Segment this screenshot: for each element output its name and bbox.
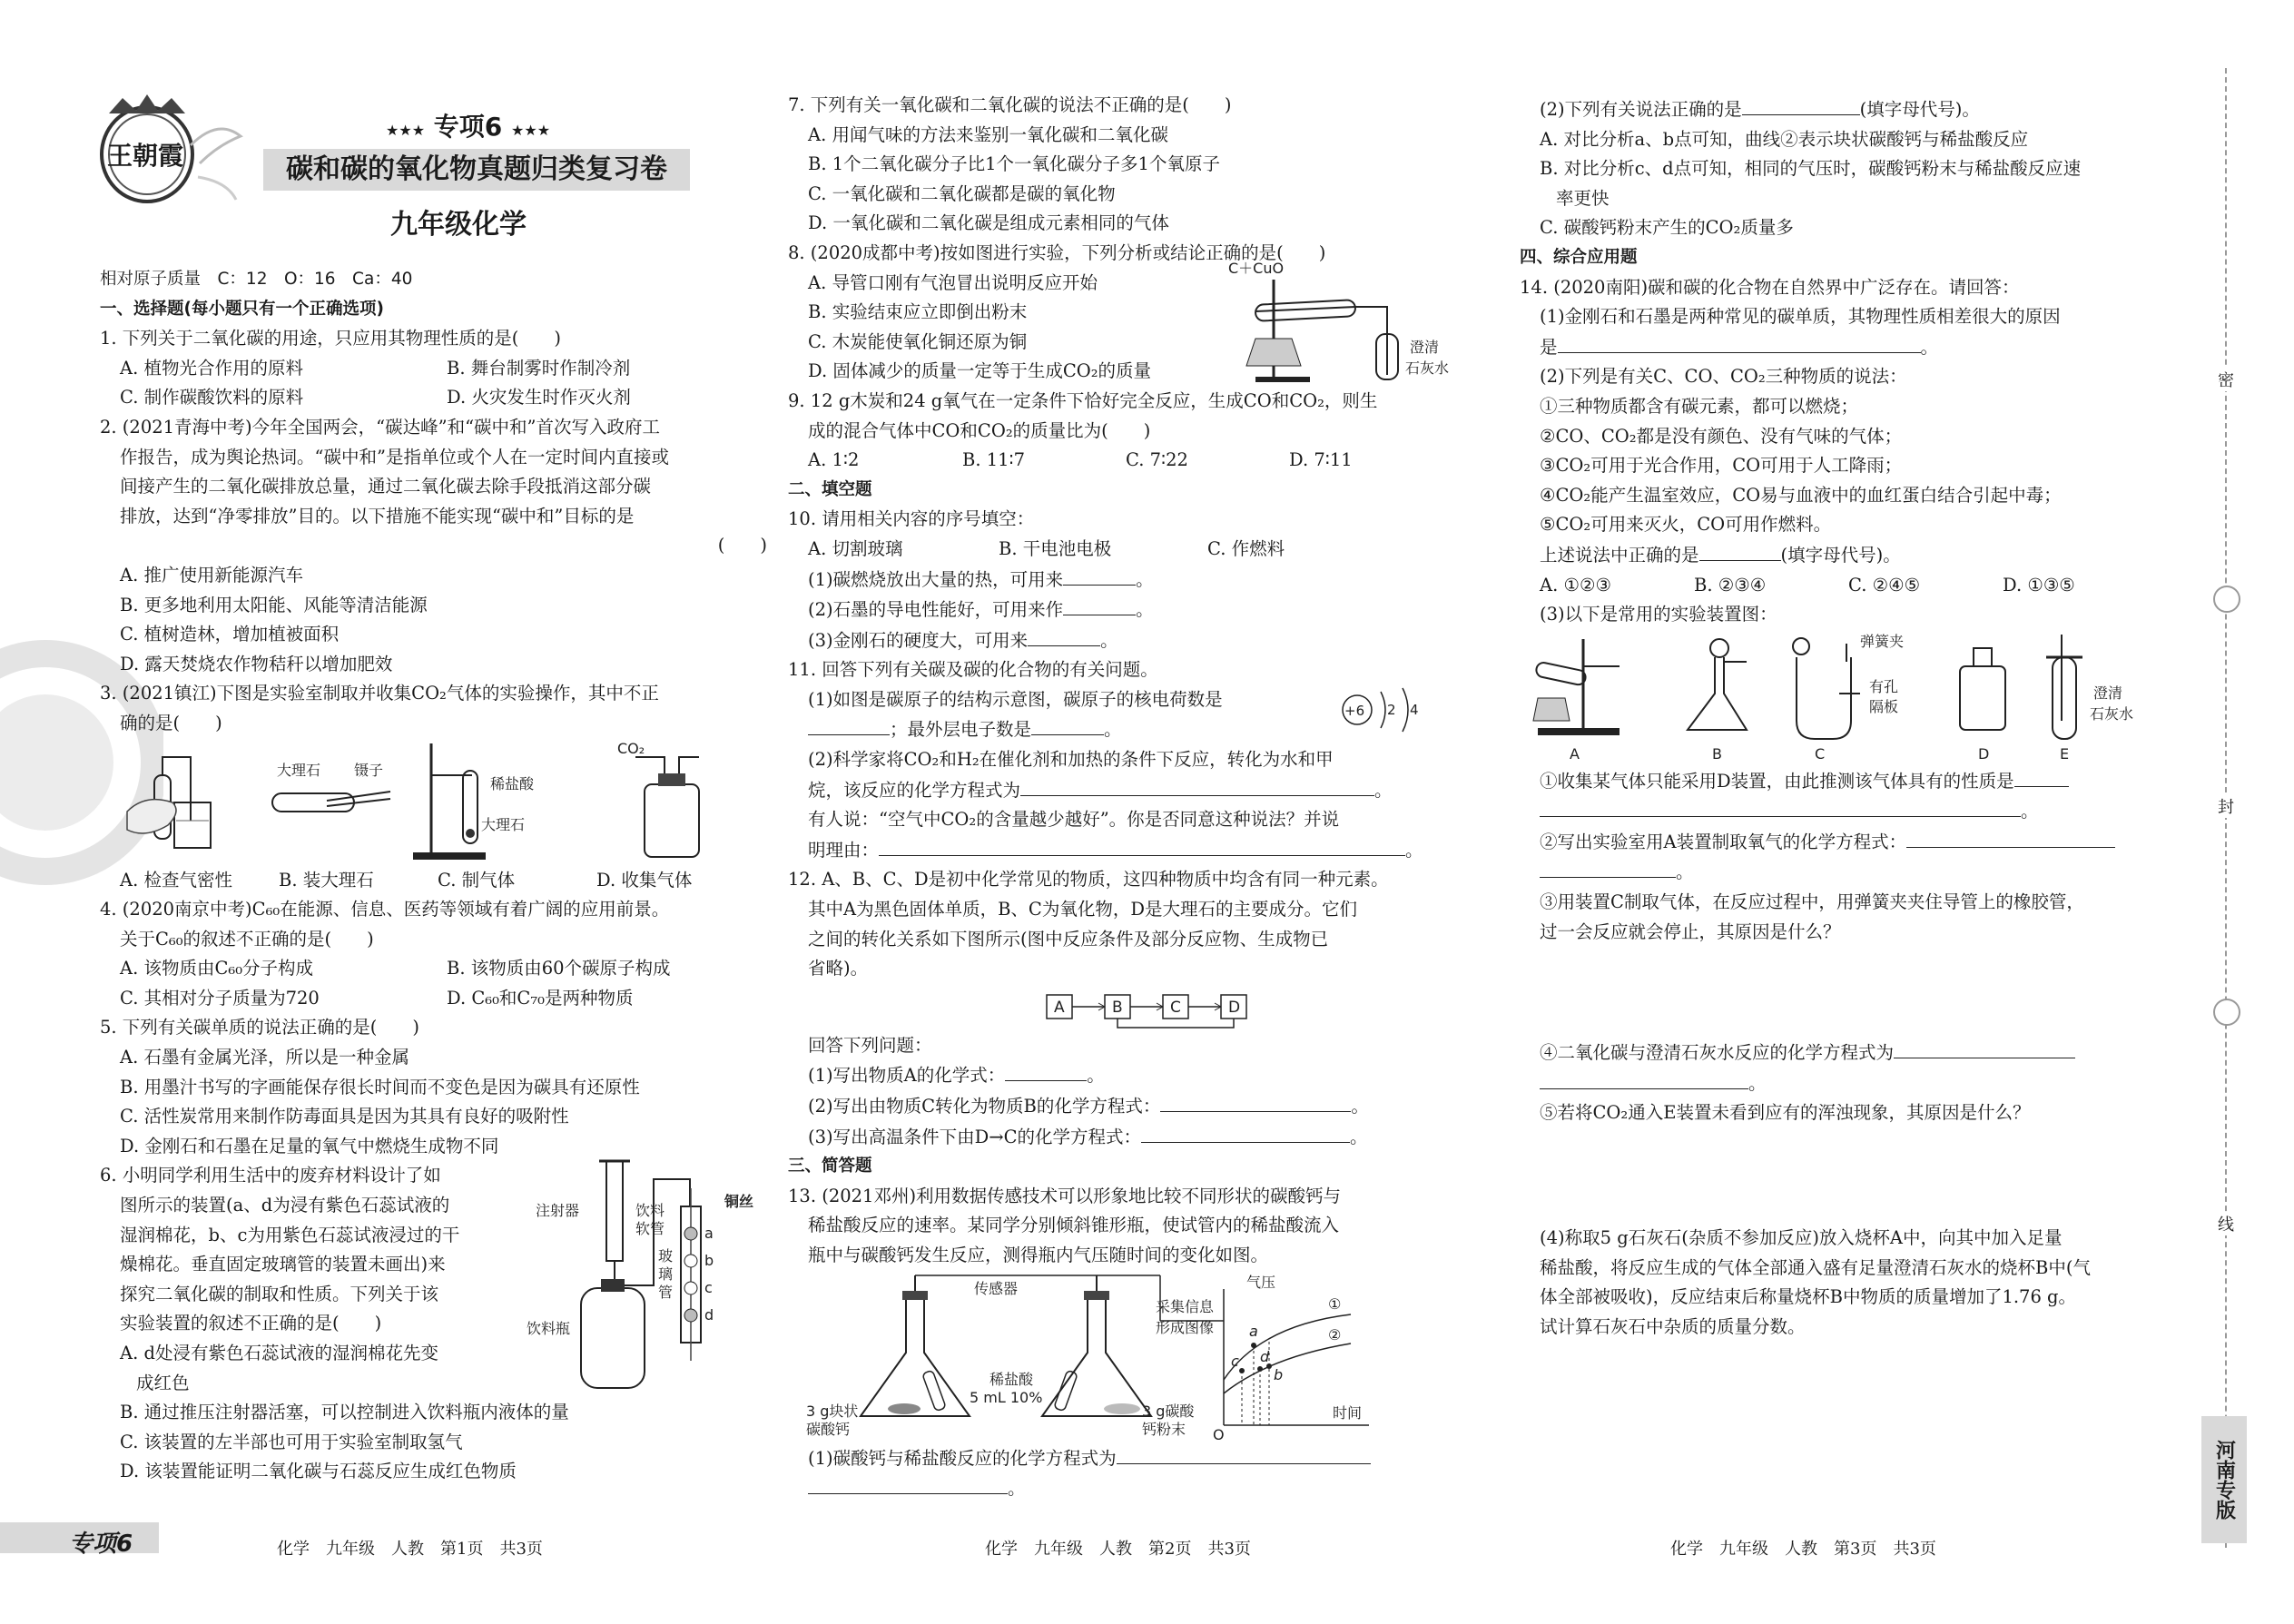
q14-item-3: ③CO₂可用于光合作用，CO可用于人工降雨； [1540,455,1903,477]
q2-option-a[interactable]: A. 推广使用新能源汽车 [120,564,303,586]
q4-option-c[interactable]: C. 其相对分子质量为720 [120,987,320,1009]
question-9 [788,387,1478,476]
section-fill: 二、填空题 [788,479,872,499]
q14-p4: ④二氧化碳与澄清石灰水反应的化学方程式为 [1540,1042,1895,1064]
atomic-mass: 相对原子质量 C：12 O：16 Ca：40 [100,270,413,289]
q1-stem: 1. 下列关于二氧化碳的用途，只应用其物理性质的是( ) [100,328,562,349]
apparatus-label-D: D [1978,744,1990,763]
q3-line: 3. (2021镇江)下图是实验室制取并收集CO₂气体的实验操作，其中不正 [100,683,659,704]
page-subtitle: 九年级化学 [390,209,527,241]
footer-page-2: 化学 九年级 人教 第2页 共3页 [985,1540,1251,1559]
q14-option-d[interactable]: D. ①③⑤ [2003,574,2075,595]
q8-option-d[interactable]: D. 固体减少的质量一定等于生成CO₂的质量 [808,360,1152,382]
q8-figure [1228,257,1455,384]
q4-line: 关于C₆₀的叙述不正确的是( ) [120,928,374,950]
q13-label-block1: 3 g块状 [806,1402,859,1420]
q13-line: 13. (2021邓州)利用数据传感技术可以形象地比较不同形状的碳酸钙与 [788,1185,1342,1206]
q9-line: 9. 12 g木炭和24 g氧气在一定条件下恰好完全反应，生成CO和CO₂，则生 [788,389,1378,411]
q12-sub2: (2)写出由物质C转化为物质B的化学方程式： [808,1096,1161,1117]
q5-stem: 5. 下列有关碳单质的说法正确的是( ) [100,1017,420,1038]
q10-sub3: (3)金刚石的硬度大，可用来 [808,629,1029,651]
question-2 [100,413,776,679]
q2-line: 作报告，成为舆论热词。“碳中和”是指单位或个人在一定时间内直接或 [120,446,669,468]
page-title: 碳和碳的氧化物真题归类复习卷 [263,149,690,191]
q14-sub4d: 试计算石灰石中杂质的质量分数。 [1540,1315,1806,1337]
q13-line: 稀盐酸反应的速率。某同学分别倾斜锥形瓶，使试管内的稀盐酸流入 [808,1215,1340,1236]
q11-blank-charge[interactable] [808,714,890,735]
q8-label-lime2: 石灰水 [1405,359,1450,377]
q12-blank-2[interactable] [1160,1091,1351,1112]
q12-line: 12. A、B、C、D是初中化学常见的物质，这四种物质中均含有同一种元素。 [788,869,1389,891]
q13-label-origin: O [1213,1425,1225,1443]
q14-p3b: 过一会反应就会停止，其原因是什么？ [1540,920,1841,942]
q13-label-time: 时间 [1333,1403,1363,1422]
q5-option-c[interactable]: C. 活性炭常用来制作防毒面具是因为其具有良好的吸附性 [120,1106,569,1127]
q9-option-c[interactable]: C. 7∶22 [1126,449,1188,471]
q12-line: 省略)。 [808,958,869,979]
column-2 [788,91,1478,1504]
question-6 [100,1161,776,1487]
q6-label-glass: 玻 [658,1247,674,1265]
q3-option-c[interactable]: C. 制气体 [438,869,516,891]
q14-p3a: ③用装置C制取气体，在反应过程中，用弹簧夹夹住导管上的橡胶管， [1540,891,2084,913]
q1-option-b[interactable]: B. 舞台制雾时作制冷剂 [447,357,631,379]
q3-fig-c [413,743,535,860]
q13-label-block2: 碳酸钙 [806,1420,851,1438]
q13-sub1: (1)碳酸钙与稀盐酸反应的化学方程式为 [808,1447,1117,1469]
region-badge: 河南专版 [2201,1416,2247,1543]
q13-label-powder1: 3 g碳酸 [1142,1402,1195,1420]
binding-circle [2213,586,2240,613]
q6-label-bottle: 饮料瓶 [527,1320,571,1338]
q13-point-d: d [1260,1347,1270,1365]
q14-label-clip: 弹簧夹 [1860,632,1905,650]
q10-blank-2[interactable] [1063,595,1136,615]
q10-option-a: A. 切割玻璃 [808,537,903,559]
q12-line: 其中A为黑色固体单质，B、C为氧化物，D是大理石的主要成分。它们 [808,899,1357,920]
q13-line: 瓶中与碳酸钙发生反应，测得瓶内气压随时间的变化如图。 [808,1244,1269,1265]
q12-sub1: (1)写出物质A的化学式： [808,1065,1006,1087]
q13-blank-1a[interactable] [1117,1443,1371,1464]
q6-option-d[interactable]: D. 该装置能证明二氧化碳与石蕊反应生成红色物质 [120,1461,517,1482]
apparatus-label-C: C [1815,744,1826,763]
q14-code: (填字母代号)。 [1780,544,1901,566]
question-13: 13. (2021邓州)利用数据传感技术可以形象地比较不同形状的碳酸钙与 稀盐酸反应的速率。某同学分别倾斜锥形瓶，使试管内的稀盐酸流入 瓶中与碳酸钙发生反应，测得瓶内气压随时间的变化如图。 传感器 采集信息 形成图像 稀盐酸 5 mL 10% 3 g块状 碳酸钙 3 g碳酸 钙粉末 气压 时间 O a b c d ① ② (1)碳酸钙与稀盐酸反应的化学方程式为 。 [788,1182,1478,1504]
q3-figure [100,739,772,866]
question-7 [788,91,1478,239]
q3-fig-a [127,757,211,848]
q2-line: 排放，达到“净零排放”目的。以下措施不能实现“碳中和”目标的是 [120,505,635,527]
q12-blank-1[interactable] [1005,1060,1087,1081]
question-8 [788,239,1478,387]
q8-label-ccuo: C＋CuO [1228,259,1285,277]
q4-line: 4. (2020南京中考)C₆₀在能源、信息、医药等领域有着广阔的应用前景。 [100,899,670,920]
q11-blank-equation[interactable] [1020,775,1374,796]
q14-blank-1[interactable] [1558,332,1921,353]
q6-line: 燥棉花。垂直固定玻璃管的装置未画出)来 [120,1254,446,1275]
q3-label-marble: 大理石 [277,761,321,779]
q4-option-d[interactable]: D. C₆₀和C₇₀是两种物质 [447,987,634,1009]
footer-page-3: 化学 九年级 人教 第3页 共3页 [1670,1540,1936,1559]
q3-line: 确的是( ) [120,712,222,733]
q6-figure [527,1152,776,1397]
q3-label-tweezer: 镊子 [354,761,384,779]
brand-logo-text: 王朝霞 [107,141,184,171]
q14-item-1: ①三种物质都含有碳元素，都可以燃烧； [1540,395,1859,417]
q14-blank-p1a[interactable] [2014,766,2069,787]
q2-line: 间接产生的二氧化碳排放总量，通过二氧化碳去除手段抵消这部分碳 [120,476,652,497]
q6-option-a-cont: 成红色 [136,1372,190,1393]
question-10: 10. 请用相关内容的序号填空： A. 切割玻璃 B. 干电池电极 C. 作燃料 (1)碳燃烧放出大量的热，可用来 。 (2)石墨的导电性能好，可用来作 。 (3)金刚石的硬度大，可用来 。 [788,505,1478,655]
q3-label-acid: 稀盐酸 [490,774,535,792]
q13b-stem: (2)下列有关说法正确的是 [1540,99,1742,120]
q4-option-b[interactable]: B. 该物质由60个碳原子构成 [447,958,671,979]
q11-sub1a: (1)如图是碳原子的结构示意图，碳原子的核电荷数是 [808,688,1223,710]
q5-option-b[interactable]: B. 用墨汁书写的字画能保存很长时间而不变色是因为碳具有还原性 [120,1076,640,1097]
q6-label-glass2: 璃 [658,1265,674,1284]
q6-label-glass3: 管 [658,1284,674,1302]
question-3 [100,679,776,895]
q7-option-c[interactable]: C. 一氧化碳和二氧化碳都是碳的氧化物 [808,182,1116,204]
footer-series: 专项6 [69,1530,133,1558]
q13b-option-c[interactable]: C. 碳酸钙粉末产生的CO₂质量多 [1540,217,1794,239]
q10-option-c: C. 作燃料 [1207,537,1285,559]
q14-blank-2[interactable] [1699,540,1781,561]
q13-curve-1: ① [1328,1294,1342,1313]
flow-node-C: C [1170,998,1181,1017]
q13b-option-b[interactable]: B. 对比分析c、d点可知，相同的气压时，碳酸钙粉末与稀盐酸反应速 [1540,158,2082,180]
q14-option-a[interactable]: A. ①②③ [1540,574,1611,595]
q14-blank-p4b[interactable] [1540,1068,1748,1089]
column-1 [100,265,776,1487]
q6-label-syringe: 注射器 [536,1202,580,1220]
question-14: 14. (2020南阳)碳和碳的化合物在自然界中广泛存在。请回答： (1)金刚石和石墨是两种常见的碳单质，其物理性质相差很大的原因 是 。 (2)下列是有关C、CO、CO₂三种物质的说法： ①三种物质都含有碳元素，都可以燃烧； ②CO、CO₂都是没有颜色、没有气味的气体； ③CO₂可用于光合作用，CO可用于人工降雨； ④CO₂能产生温室效应，CO易与血液中的血红蛋白结合引起中毒； ⑤CO₂可用来灭火，CO可用作燃料。 上述说法中正确的是 (填字母代号)。 A. ①②③ B. ②③④ C. ②④⑤ D. ①③⑤ (3)以下是常用的实验装置图： 弹簧夹 有孔 隔板 澄清 石灰水 A B C D E ①收集某气体只能采用D装置，由此推测该气体具有的性质是 。 ②写出实验室用A装置制取氧气的化学方程式： 。 ③用装置C制取气体，在反应过程中，用弹簧夹夹住导管上的橡胶管， 过一会反应就会停止，其原因是什么？ ④二氧化碳与澄清石灰水反应的化学方程式为 。 ⑤若将CO₂通入E装置未看到应有的浑浊现象，其原因是什么？ (4)称取5 g石灰石(杂质不参加反应)放入烧杯A中，向其中加入足量 稀盐酸，将反应生成的气体全部通入盛有足量澄清石灰水的烧杯B中(气 体全部被吸收)，反应结束后称量烧杯B中物质的质量增加了1.76 g。 试计算石灰石中杂质的质量分数。 [1520,273,2173,1343]
q6-line: 6. 小明同学利用生活中的废弃材料设计了如 [100,1165,441,1186]
flow-node-A: A [1054,998,1065,1017]
q6-label-b: b [704,1252,714,1270]
q13-label-powder2: 钙粉末 [1142,1420,1186,1438]
flow-node-B: B [1112,998,1123,1017]
q14-apparatus-figure [1520,630,2173,766]
binding-feng: 封 [2206,794,2246,818]
apparatus-label-A: A [1570,744,1580,763]
q7-stem: 7. 下列有关一氧化碳和二氧化碳的说法不正确的是( ) [788,94,1232,115]
q14-item-5: ⑤CO₂可用来灭火，CO可用作燃料。 [1540,514,1832,536]
q3-option-a[interactable]: A. 检查气密性 [120,869,232,891]
q11-sub1b: ；最外层电子数是 [890,719,1032,741]
q8-option-a[interactable]: A. 导管口刚有气泡冒出说明反应开始 [808,271,1098,293]
section-choice: 一、选择题(每小题只有一个正确选项) [100,299,384,319]
q14-option-b[interactable]: B. ②③④ [1694,574,1767,595]
q13-label-pressure: 气压 [1246,1273,1276,1291]
q13-figure [788,1271,1478,1443]
q6-line: 图所示的装置(a、d为浸有紫色石蕊试液的 [120,1195,450,1216]
q2-line: 2. (2021青海中考)今年全国两会，“碳达峰”和“碳中和”首次写入政府工 [100,416,661,438]
q5-option-d[interactable]: D. 金刚石和石墨在足量的氧气中燃烧生成物不同 [120,1135,499,1156]
binding-circle [2213,999,2240,1026]
q10-blank-1[interactable] [1063,565,1136,586]
q8-option-c[interactable]: C. 木炭能使氧化铜还原为铜 [808,330,1028,352]
q6-line: 实验装置的叙述不正确的是( ) [120,1313,382,1334]
q6-label-c: c [704,1279,713,1297]
q14-sub4b: 稀盐酸，将反应生成的气体全部通入盛有足量澄清石灰水的烧杯B中(气 [1540,1256,2091,1278]
q11-nucleus: +6 [1344,703,1365,720]
q10-blank-3[interactable] [1028,625,1100,646]
q11-blank-outer[interactable] [1031,714,1104,735]
apparatus-label-B: B [1712,744,1722,763]
q13-label-form: 形成图像 [1156,1318,1215,1336]
q9-line: 成的混合气体中CO和CO₂的质量比为( ) [808,419,1151,441]
q14-stem: 14. (2020南阳)碳和碳的化合物在自然界中广泛存在。请回答： [1520,276,2020,298]
q9-option-d[interactable]: D. 7∶11 [1289,449,1353,471]
q6-label-d: d [704,1306,714,1324]
q4-option-a[interactable]: A. 该物质由C₆₀分子构成 [120,958,314,979]
section-short: 三、简答题 [788,1156,872,1176]
q10-stem: 10. 请用相关内容的序号填空： [788,508,1035,530]
q13-label-acid: 稀盐酸 [989,1370,1034,1388]
column-3 [1520,94,2173,1342]
q1-option-c[interactable]: C. 制作碳酸饮料的原料 [120,387,304,408]
q13-blank-1b[interactable] [808,1473,1008,1494]
q14-option-c[interactable]: C. ②④⑤ [1848,574,1921,595]
q12-blank-3[interactable] [1141,1122,1350,1143]
q1-option-a[interactable]: A. 植物光合作用的原料 [120,357,303,379]
q2-option-c[interactable]: C. 植树造林，增加植被面积 [120,624,340,645]
q14-label-plate1: 有孔 [1869,677,1899,695]
footer-page-1: 化学 九年级 人教 第1页 共3页 [277,1540,543,1559]
q14-sub2: (2)下列是有关C、CO、CO₂三种物质的说法： [1540,366,1907,388]
q12-ask: 回答下列问题： [808,1034,932,1056]
q12-sub3: (3)写出高温条件下由D→C的化学方程式： [808,1126,1142,1147]
q6-label-wire: 铜丝 [724,1193,754,1211]
q10-option-b: B. 干电池电极 [999,537,1112,559]
flow-back-arrow [1117,1019,1234,1028]
q11-sub2b: 烷，该反应的化学方程式为 [808,779,1021,801]
q13-label-collect: 采集信息 [1156,1297,1215,1315]
q9-option-a[interactable]: A. 1∶2 [808,449,860,471]
q13-point-c: c [1231,1352,1239,1370]
q3-option-d[interactable]: D. 收集气体 [596,869,693,891]
q1-option-d[interactable]: D. 火灾发生时作灭火剂 [447,387,631,408]
q3-fig-d [617,740,699,857]
q2-option-b[interactable]: B. 更多地利用太阳能、风能等清洁能源 [120,594,428,615]
q14-label-plate2: 隔板 [1869,697,1899,715]
q11-stem: 11. 回答下列有关碳及碳的化合物的有关问题。 [788,659,1158,681]
q14-p1: ①收集某气体只能采用D装置，由此推测该气体具有的性质是 [1540,770,2014,792]
q11-atom-diagram [1337,683,1437,737]
q14-item-4: ④CO₂能产生温室效应，CO易与血液中的血红蛋白结合引起中毒； [1540,484,2062,506]
q3-option-b[interactable]: B. 装大理石 [279,869,374,891]
q3-label-marble2: 大理石 [481,815,526,833]
q13-label-sensor: 传感器 [974,1279,1019,1297]
q14-correct: 上述说法中正确的是 [1540,544,1699,566]
q8-option-b[interactable]: B. 实验结束应立即倒出粉末 [808,301,1028,323]
q14-p5: ⑤若将CO₂通入E装置未看到应有的浑浊现象，其原因是什么？ [1540,1102,2031,1124]
question-5 [100,1013,776,1161]
question-13-part2 [1520,94,2173,243]
binding-mi: 密 [2206,368,2246,391]
q13b-option-b-cont: 率更快 [1556,187,1610,209]
q6-label-a: a [704,1225,714,1243]
flow-node-D: D [1228,998,1241,1017]
q5-option-a[interactable]: A. 石墨有金属光泽，所以是一种金属 [120,1047,409,1068]
q13b-code: (填字母代号)。 [1859,99,1980,120]
q8-label-lime1: 澄清 [1410,338,1440,356]
q14-sub3: (3)以下是常用的实验装置图： [1540,604,1777,625]
q10-sub1: (1)碳燃烧放出大量的热，可用来 [808,568,1064,590]
q11-sub2c: 有人说：“空气中CO₂的含量越少越好”。你是否同意这种说法？并说 [808,809,1340,831]
q10-sub2: (2)石墨的导电性能好，可用来作 [808,599,1064,621]
q13b-blank[interactable] [1742,94,1860,115]
question-4 [100,895,776,1013]
q8-stem: 8. (2020成都中考)按如图进行实验，下列分析或结论正确的是( ) [788,241,1326,263]
q9-option-b[interactable]: B. 11∶7 [962,449,1026,471]
q3-fig-b [272,762,390,812]
q14-answer-space-3[interactable] [1520,947,2173,1038]
q2-paren: ( ) [717,535,767,556]
q3-label-co2: CO₂ [617,739,645,757]
q13-label-conc: 5 mL 10% [970,1388,1043,1406]
question-12: 12. A、B、C、D是初中化学常见的物质，这四种物质中均含有同一种元素。 其中A为黑色固体单质，B、C为氧化物，D是大理石的主要成分。它们 之间的转化关系如下图所示(图中反应条件及部分反应物、生成物已 省略)。 A B C D 回答下列问题： (1)写出物质A的化学式： 。 (2)写出由物质C转化为物质B的化学方程式： 。 (3)写出高温条件下由D→C的化学方程式： 。 [788,865,1478,1152]
series-label: ★★★ 专项6 ★★★ [386,112,551,142]
q13-curve-2: ② [1328,1325,1342,1343]
question-1 [100,324,776,413]
q6-option-b[interactable]: B. 通过推压注射器活塞，可以控制进入饮料瓶内液体的量 [120,1402,569,1423]
q6-line: 湿润棉花，b、c为用紫色石蕊试液浸过的干 [120,1224,460,1245]
q11-electron-1: 2 [1387,702,1396,719]
q7-option-a[interactable]: A. 用闻气味的方法来鉴别一氧化碳和二氧化碳 [808,123,1168,145]
q11-sub2a: (2)科学家将CO₂和H₂在催化剂和加热的条件下反应，转化为水和甲 [808,749,1334,771]
q12-flow-diagram [788,984,1478,1031]
q14-label-lime2: 石灰水 [2090,704,2134,723]
apparatus-label-E: E [2060,744,2070,763]
section-comprehensive: 四、综合应用题 [1520,247,1638,267]
q6-label-straw2: 软管 [635,1220,665,1238]
q14-blank-p1b[interactable] [1540,796,2021,817]
q7-option-b[interactable]: B. 1个二氧化碳分子比1个一氧化碳分子多1个氧原子 [808,153,1220,175]
q12-line: 之间的转化关系如下图所示(图中反应条件及部分反应物、生成物已 [808,928,1329,950]
q11-electron-2: 4 [1410,702,1419,719]
q11-blank-reason[interactable] [879,835,1405,856]
q13-point-b: b [1274,1365,1284,1383]
q11-sub2d: 明理由： [808,839,880,861]
q14-blank-p2b[interactable] [1540,857,1676,878]
binding-xian: 线 [2206,1212,2246,1235]
q14-sub1b: 是 [1540,336,1558,358]
q14-answer-space-5[interactable] [1520,1128,2173,1224]
q6-line: 探究二氧化碳的制取和性质。下列关于该 [120,1283,439,1304]
q2-option-d[interactable]: D. 露天焚烧农作物秸秆以增加肥效 [120,653,393,674]
q14-blank-p4a[interactable] [1894,1038,2075,1058]
q13-point-a: a [1249,1322,1258,1340]
q14-sub1a: (1)金刚石和石墨是两种常见的碳单质，其物理性质相差很大的原因 [1540,306,2061,328]
q14-label-lime1: 澄清 [2093,684,2123,702]
q14-sub4a: (4)称取5 g石灰石(杂质不参加反应)放入烧杯A中，向其中加入足量 [1540,1227,2063,1249]
q7-option-d[interactable]: D. 一氧化碳和二氧化碳是组成元素相同的气体 [808,212,1169,234]
q6-label-straw: 饮料 [635,1202,665,1220]
q14-sub4c: 体全部被吸收)，反应结束后称量烧杯B中物质的质量增加了1.76 g。 [1540,1286,2077,1308]
q14-item-2: ②CO、CO₂都是没有颜色、没有气味的气体； [1540,425,1903,447]
q6-option-a[interactable]: A. d处浸有紫色石蕊试液的湿润棉花先变 [120,1343,438,1363]
question-11: 11. 回答下列有关碳及碳的化合物的有关问题。 (1)如图是碳原子的结构示意图，碳原子的核电荷数是 ；最外层电子数是 。 (2)科学家将CO₂和H₂在催化剂和加热的条件下反应，转化为水和甲 烷，该反应的化学方程式为 。 有人说：“空气中CO₂的含量越少越好”。你是否同意这种说法？并说 明理由： 。 +6 2 4 [788,655,1478,865]
q13b-option-a[interactable]: A. 对比分析a、b点可知，曲线②表示块状碳酸钙与稀盐酸反应 [1540,128,2029,150]
q6-option-c[interactable]: C. 该装置的左半部也可用于实验室制取氢气 [120,1431,463,1452]
q14-blank-p2a[interactable] [1906,827,2115,848]
q14-p2: ②写出实验室用A装置制取氧气的化学方程式： [1540,831,1907,852]
